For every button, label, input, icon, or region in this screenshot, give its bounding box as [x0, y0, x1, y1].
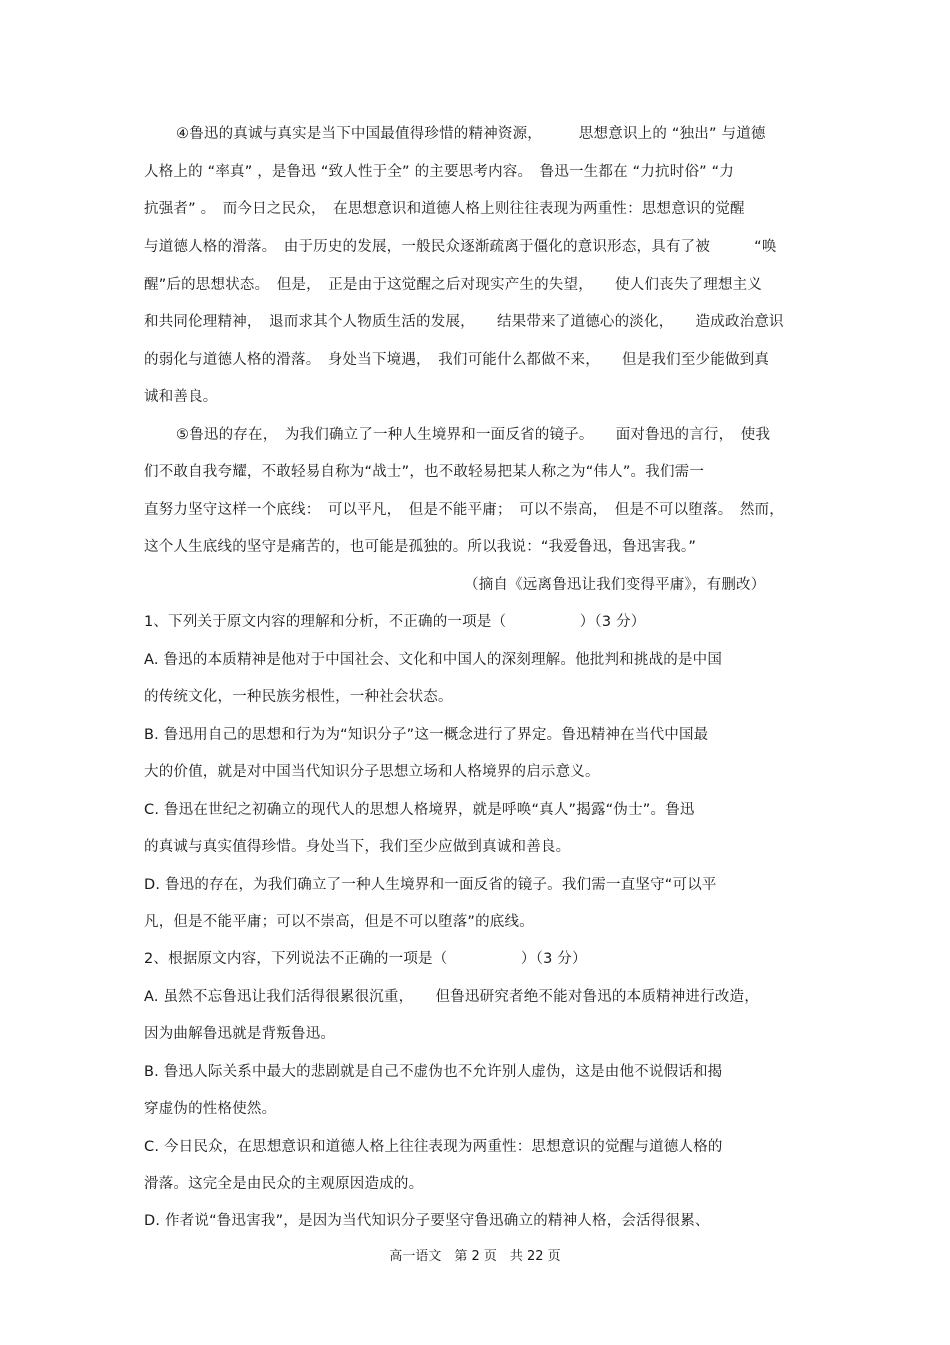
para4-line-7: 的弱化与道德人格的滑落。 身处当下境遇， 我们可能什么都做不来， 但是我们至少能做到真: [144, 352, 770, 368]
question-2-option-c-line-2: 滑落。这完全是由民众的主观原因造成的。: [144, 1176, 424, 1192]
para4-line-8: 诚和善良。: [144, 389, 218, 405]
question-2-stem: 2、根据原文内容，下列说法不正确的一项是（ ）（3 分）: [144, 951, 587, 967]
question-1-option-c-line-2: 的真诚与真实值得珍惜。身处当下，我们至少应做到真诚和善良。: [144, 839, 571, 855]
question-1-option-b-line-2: 大的价值，就是对中国当代知识分子思想立场和人格境界的启示意义。: [144, 764, 600, 780]
question-2-option-a-line-2: 因为曲解鲁迅就是背叛鲁迅。: [144, 1026, 336, 1042]
para5-line-4: 这个人生底线的坚守是痛苦的，也可能是孤独的。所以我说：“我爱鲁迅，鲁迅害我。”: [144, 539, 697, 555]
para4-line-6: 和共同伦理精神， 退而求其个人物质生活的发展， 结果带来了道德心的淡化， 造成政治意识: [144, 314, 784, 330]
question-2-option-a-line-1: A. 虽然不忘鲁迅让我们活得很累很沉重， 但鲁迅研究者绝不能对鲁迅的本质精神进行改造，: [144, 989, 759, 1005]
question-2-option-b-line-1: B. 鲁迅人际关系中最大的悲剧就是自己不虚伪也不允许别人虚伪，这是由他不说假话和揭: [144, 1064, 723, 1080]
question-1-option-a-line-1: A. 鲁迅的本质精神是他对于中国社会、文化和中国人的深刻理解。他批判和挑战的是中国: [144, 652, 723, 668]
para4-line-3: 抗强者” 。 而今日之民众， 在思想意识和道德人格上则往往表现为两重性：思想意识的觉醒: [144, 201, 745, 217]
question-1-option-d-line-1: D. 鲁迅的存在，为我们确立了一种人生境界和一面反省的镜子。我们需一直坚守“可以平: [144, 877, 717, 893]
para4-line-4: 与道德人格的滑落。 由于历史的发展，一般民众逐渐疏离于僵化的意识形态，具有了被 “唤: [144, 239, 777, 255]
page-footer: 高一语文 第 2 页 共 22 页: [389, 1249, 561, 1264]
question-2-option-b-line-2: 穿虚伪的性格使然。: [144, 1101, 277, 1117]
para5-line-1: ⑤鲁迅的存在， 为我们确立了一种人生境界和一面反省的镜子。 面对鲁迅的言行， 使我: [176, 427, 771, 443]
source-citation: （摘自《远离鲁迅让我们变得平庸》，有删改）: [464, 577, 766, 593]
question-1-option-a-line-2: 的传统文化，一种民族劣根性，一种社会状态。: [144, 689, 453, 705]
question-2-option-c-line-1: C. 今日民众，在思想意识和道德人格上往往表现为两重性：思想意识的觉醒与道德人格的: [144, 1139, 723, 1155]
question-1-option-c-line-1: C. 鲁迅在世纪之初确立的现代人的思想人格境界，就是呼唤“真人”揭露“伪士”。鲁迅: [144, 802, 695, 818]
question-2-option-d-line-1: D. 作者说“鲁迅害我”，是因为当代知识分子要坚守鲁迅确立的精神人格，会活得很累、: [144, 1213, 710, 1229]
para4-line-2: 人格上的 “率真” ，是鲁迅 “致人性于全” 的主要思考内容。 鲁迅一生都在 “力抗时俗” “力: [144, 164, 735, 180]
para4-line-5: 醒”后的思想状态。 但是， 正是由于这觉醒之后对现实产生的失望， 使人们丧失了理想主义: [144, 277, 763, 293]
para5-line-3: 直努力坚守这样一个底线： 可以平凡， 但是不能平庸； 可以不崇高， 但是不可以堕落。 然而，: [144, 502, 784, 518]
question-1-stem: 1、下列关于原文内容的理解和分析，不正确的一项是（ ）（3 分）: [144, 614, 646, 630]
question-1-option-d-line-2: 凡，但是不能平庸；可以不崇高，但是不可以堕落”的底线。: [144, 914, 534, 930]
question-1-option-b-line-1: B. 鲁迅用自己的思想和行为为“知识分子”这一概念进行了界定。鲁迅精神在当代中国最: [144, 727, 709, 743]
para5-line-2: 们不敢自我夸耀，不敢轻易自称为“战士”，也不敢轻易把某人称之为“伟人”。我们需一: [144, 464, 705, 480]
para4-line-1: ④鲁迅的真诚与真实是当下中国最值得珍惜的精神资源， 思想意识上的 “独出” 与道德: [176, 126, 766, 142]
